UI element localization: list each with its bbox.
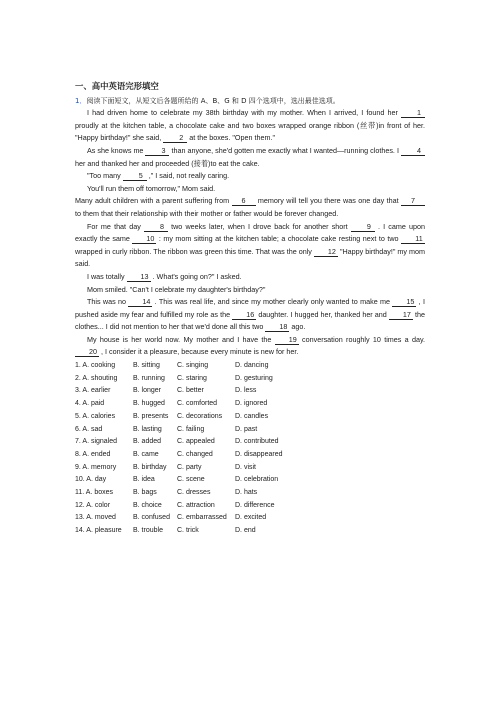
option-choice[interactable]: D. excited xyxy=(235,514,267,522)
option-row xyxy=(75,424,425,437)
option-row xyxy=(75,449,425,462)
option-choice[interactable]: C. party xyxy=(177,463,202,471)
option-choice[interactable]: C. better xyxy=(177,387,204,395)
passage-paragraph xyxy=(75,271,425,284)
option-choice[interactable]: B. birthday xyxy=(133,463,167,471)
passage-text: "Happy birthday!" my mom said. xyxy=(75,246,425,269)
option-choice[interactable]: B. sitting xyxy=(133,362,160,370)
document-page xyxy=(75,80,425,538)
option-row xyxy=(75,411,425,424)
option-choice[interactable]: 1. A. cooking xyxy=(75,362,116,370)
passage-paragraph xyxy=(75,145,425,170)
option-row xyxy=(75,360,425,373)
option-choice[interactable]: D. hats xyxy=(235,488,258,496)
option-row xyxy=(75,525,425,538)
passage-paragraph xyxy=(75,183,425,196)
option-choice[interactable]: B. longer xyxy=(133,387,162,395)
passage-paragraph xyxy=(75,221,425,271)
passage-paragraph xyxy=(75,296,425,334)
option-row xyxy=(75,373,425,386)
option-choice[interactable]: C. embarrassed xyxy=(177,514,227,522)
answer-blank[interactable]: 11 xyxy=(401,234,425,244)
passage-text: ago. xyxy=(289,322,306,332)
passage-text: Many adult children with a parent suffering from xyxy=(75,196,232,206)
instruction-text: 阅读下面短文，从短文后各题所给的 A、B、G 和 D 四个选项中，选出最佳选项。 xyxy=(86,96,340,105)
answer-blank[interactable]: 12 xyxy=(314,247,338,257)
answer-blank[interactable]: 5 xyxy=(123,171,147,181)
passage-text: . This was real life, and since my mother clearly only wanted to make me xyxy=(152,297,393,307)
answer-blank[interactable]: 18 xyxy=(265,322,289,332)
passage-text: conversation roughly 10 times a day. xyxy=(298,334,426,344)
passage-text: wrapped in curly ribbon. The ribbon was green this time. That was the only xyxy=(75,246,314,256)
option-choice[interactable]: 5. A. calories xyxy=(75,412,116,420)
option-choice[interactable]: C. trick xyxy=(177,527,199,534)
option-choice[interactable]: D. disappeared xyxy=(235,450,283,458)
question-number: 1． xyxy=(75,96,87,105)
option-row xyxy=(75,500,425,513)
answer-blank[interactable]: 17 xyxy=(389,310,413,320)
answer-blank[interactable]: 20 xyxy=(75,347,99,357)
answer-blank[interactable]: 10 xyxy=(132,234,156,244)
option-choice[interactable]: D. ignored xyxy=(235,400,268,408)
passage-text: than anyone, she'd gotten me exactly what I wanted—running clothes. I xyxy=(169,145,401,155)
passage-text: two weeks later, when I drove back for another short xyxy=(167,221,351,231)
passage-text: This was no xyxy=(87,297,129,307)
passage-text: proudly at the kitchen table, a chocolate cake and two boxes wrapped orange ribbon (丝带)in front of her. "Happy birthday!" she said, xyxy=(75,120,425,143)
option-choice[interactable]: D. dancing xyxy=(235,362,269,370)
answer-blank[interactable]: 13 xyxy=(127,272,151,282)
option-choice[interactable]: B. added xyxy=(133,438,162,446)
option-choice[interactable]: C. dresses xyxy=(177,488,211,496)
option-choice[interactable]: C. changed xyxy=(177,450,213,458)
option-row xyxy=(75,436,425,449)
passage-paragraph xyxy=(75,170,425,183)
option-row xyxy=(75,487,425,500)
option-choice[interactable]: 13. A. moved xyxy=(75,514,116,522)
option-choice[interactable]: D. celebration xyxy=(235,476,279,484)
option-choice[interactable]: D. less xyxy=(235,387,257,395)
passage-text: to them that their relationship with their mother or father would be forever changed. xyxy=(75,208,339,218)
option-row xyxy=(75,512,425,525)
option-choice[interactable]: D. past xyxy=(235,425,258,433)
passage-text: , I pushed aside my fear and fulfilled my role as the xyxy=(75,297,425,319)
option-choice[interactable]: B. choice xyxy=(133,501,162,509)
answer-blank[interactable]: 19 xyxy=(275,335,299,345)
passage-text: I was totally xyxy=(87,271,127,281)
option-choice[interactable]: C. staring xyxy=(177,374,207,382)
option-choice[interactable]: B. lasting xyxy=(133,425,162,433)
option-choice[interactable]: 6. A. sad xyxy=(75,425,103,433)
option-row xyxy=(75,385,425,398)
option-choice[interactable]: B. came xyxy=(133,450,159,458)
passage-paragraph xyxy=(75,195,425,220)
answer-blank[interactable]: 14 xyxy=(128,297,152,307)
passage-text: My house is her world now. My mother and I have the xyxy=(87,334,275,344)
option-choice[interactable]: B. idea xyxy=(133,476,155,484)
option-choice[interactable]: 4. A. paid xyxy=(75,400,105,408)
option-row xyxy=(75,474,425,487)
passage-text: As she knows me xyxy=(87,145,146,155)
option-choice[interactable]: B. running xyxy=(133,374,165,382)
passage-text: You'll run them off tomorrow," Mom said. xyxy=(87,183,216,193)
option-choice[interactable]: C. appealed xyxy=(177,438,215,446)
option-choice[interactable]: C. attraction xyxy=(177,501,215,509)
passage-text: : my mom sitting at the kitchen table; a chocolate cake resting next to two xyxy=(156,234,401,244)
passage-text: the clothes... I did not mention to her that we'd done all this two xyxy=(75,309,425,332)
option-choice[interactable]: 9. A. memory xyxy=(75,463,117,471)
option-choice[interactable]: 8. A. ended xyxy=(75,450,111,458)
option-choice[interactable]: 10. A. day xyxy=(75,476,107,484)
option-choice[interactable]: D. gesturing xyxy=(235,374,273,382)
option-choice[interactable]: C. comforted xyxy=(177,400,218,408)
option-choice[interactable]: B. hugged xyxy=(133,400,165,408)
option-choice[interactable]: B. presents xyxy=(133,412,169,420)
passage-paragraph xyxy=(75,334,425,359)
option-choice[interactable]: 14. A. pleasure xyxy=(75,527,122,534)
option-choice[interactable]: 2. A. shouting xyxy=(75,374,118,382)
passage-text: I had driven home to celebrate my 38th birthday with my mother. When I arrived, I found her xyxy=(87,108,401,118)
option-choice[interactable]: 11. A. boxes xyxy=(75,488,114,496)
option-choice[interactable]: B. trouble xyxy=(133,527,163,534)
passage-paragraph xyxy=(75,107,425,145)
passage-text: For me that day xyxy=(87,221,144,231)
options-list xyxy=(75,360,425,538)
passage-text: daughter. I hugged her, thanked her and xyxy=(256,309,389,319)
answer-blank[interactable]: 2 xyxy=(163,133,187,143)
option-choice[interactable]: C. scene xyxy=(177,476,205,484)
option-choice[interactable]: 7. A. signaled xyxy=(75,438,118,446)
passage-text: . What's going on?" I asked. xyxy=(150,271,242,281)
section-title: 一、高中英语完形填空 xyxy=(75,81,159,91)
option-choice[interactable]: D. difference xyxy=(235,501,275,509)
passage-text: at the boxes. "Open them." xyxy=(187,133,276,143)
option-row xyxy=(75,398,425,411)
passage-text: Mom smiled. "Can't I celebrate my daughter's birthday?" xyxy=(87,284,266,294)
answer-blank[interactable]: 3 xyxy=(145,146,169,156)
answer-blank[interactable]: 15 xyxy=(392,297,416,307)
answer-blank[interactable]: 1 xyxy=(401,108,425,118)
option-choice[interactable]: C. singing xyxy=(177,362,209,370)
passage-paragraph xyxy=(75,284,425,297)
passage-text: , I consider it a pleasure, because every minute is new for her. xyxy=(99,347,299,357)
question-instruction xyxy=(75,95,425,108)
passage-text: her and thanked her and proceeded (接着)to eat the cake. xyxy=(75,158,260,168)
answer-blank[interactable]: 16 xyxy=(232,310,256,320)
option-choice[interactable]: B. bags xyxy=(133,488,157,496)
answer-blank[interactable]: 6 xyxy=(232,196,256,206)
passage-text: "Too many xyxy=(87,171,123,181)
option-choice[interactable]: 3. A. earlier xyxy=(75,387,111,395)
answer-blank[interactable]: 7 xyxy=(401,196,425,206)
option-choice[interactable]: D. end xyxy=(235,527,256,534)
answer-blank[interactable]: 4 xyxy=(401,146,425,156)
answer-blank[interactable]: 8 xyxy=(144,222,168,232)
option-choice[interactable]: D. candles xyxy=(235,412,269,420)
option-choice[interactable]: C. decorations xyxy=(177,412,223,420)
answer-blank[interactable]: 9 xyxy=(351,222,375,232)
option-choice[interactable]: 12. A. color xyxy=(75,501,111,509)
option-choice[interactable]: C. failing xyxy=(177,425,205,433)
option-choice[interactable]: B. confused xyxy=(133,514,170,522)
passage-text: . I came upon exactly the same xyxy=(75,221,425,244)
option-row xyxy=(75,462,425,475)
option-choice[interactable]: D. visit xyxy=(235,463,256,471)
passage-text: memory will tell you there was one day that xyxy=(255,196,402,206)
passage xyxy=(75,107,425,359)
option-choice[interactable]: D. contributed xyxy=(235,438,279,446)
passage-text: ," I said, not really caring. xyxy=(146,171,230,181)
